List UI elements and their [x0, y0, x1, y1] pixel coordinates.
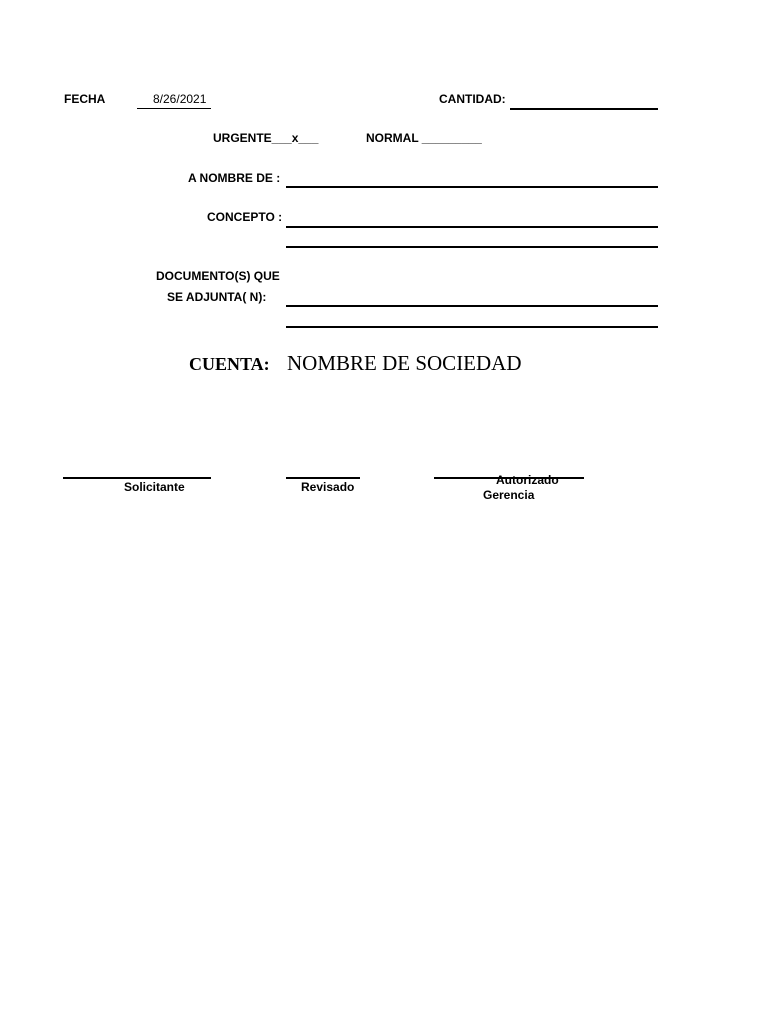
cuenta-label: CUENTA: — [189, 354, 270, 374]
documentos-label-line-1: DOCUMENTO(S) QUE — [156, 269, 280, 283]
normal-option: NORMAL _________ — [366, 131, 482, 145]
a-nombre-label: A NOMBRE DE : — [188, 171, 281, 185]
cantidad-label: CANTIDAD: — [439, 92, 506, 106]
documentos-label-line-2: SE ADJUNTA( N): — [167, 290, 267, 304]
autorizado-signature-line[interactable] — [434, 477, 584, 479]
solicitante-label: Solicitante — [124, 480, 185, 494]
fecha-label: FECHA — [64, 92, 106, 106]
documentos-field-line-2[interactable] — [286, 326, 658, 328]
concepto-label: CONCEPTO : — [207, 210, 283, 224]
concepto-field-line-1[interactable] — [286, 226, 658, 228]
revisado-signature-line[interactable] — [286, 477, 360, 479]
fecha-value: 8/26/2021 — [153, 92, 207, 106]
solicitante-signature-line[interactable] — [63, 477, 211, 479]
autorizado-label: Autorizado — [496, 473, 559, 487]
cuenta-value: NOMBRE DE SOCIEDAD — [287, 351, 522, 375]
fecha-underline — [137, 108, 211, 109]
revisado-label: Revisado — [301, 480, 355, 494]
concepto-field-line-2[interactable] — [286, 246, 658, 248]
gerencia-label: Gerencia — [483, 488, 535, 502]
documentos-field-line-1[interactable] — [286, 305, 658, 307]
a-nombre-field[interactable] — [286, 186, 658, 188]
cantidad-field[interactable] — [510, 108, 658, 110]
urgente-option: URGENTE___x___ — [213, 131, 319, 145]
